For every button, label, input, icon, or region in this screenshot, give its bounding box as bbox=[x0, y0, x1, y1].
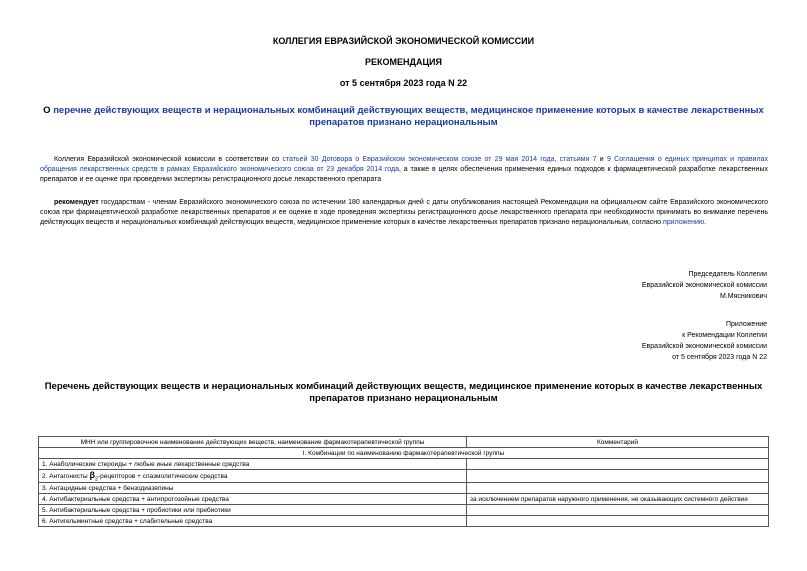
table-cell-name: 3. Антацидные средства + бензодиазепины bbox=[39, 483, 467, 494]
table-cell-comment bbox=[467, 505, 769, 516]
cell-text-post: -рецепторов + спазмолитические средства bbox=[97, 473, 228, 480]
table-cell-comment bbox=[467, 516, 769, 527]
p1-text-2: , bbox=[554, 156, 560, 163]
table-group-row bbox=[39, 448, 769, 459]
appendix-line-1: Приложение bbox=[725, 321, 767, 328]
link-appendix[interactable]: приложению bbox=[662, 219, 705, 226]
table-row bbox=[39, 459, 769, 470]
table-cell-name: 4. Антибактериальные средства + антипротозойные средства bbox=[39, 494, 467, 505]
doc-type: РЕКОМЕНДАЦИЯ bbox=[365, 57, 442, 67]
doc-subject bbox=[30, 105, 777, 129]
signature-line-1: Председатель Коллегии bbox=[688, 271, 767, 278]
p1-text-1: Коллегия Евразийской экономической комиссии в соответствии со bbox=[54, 156, 283, 163]
p2-text-2: . bbox=[704, 219, 707, 226]
doc-date: от 5 сентября 2023 года N 22 bbox=[339, 78, 468, 88]
signature-line-2: Евразийской экономической комиссии bbox=[641, 282, 767, 289]
appendix-line-2: к Рекомендации Коллегии bbox=[682, 332, 767, 339]
p1-text-3: и bbox=[596, 156, 607, 163]
table-cell-comment bbox=[467, 459, 769, 470]
substances-table bbox=[38, 436, 769, 527]
paragraph-recommendation bbox=[40, 198, 768, 228]
link-treaty-article-30[interactable]: статьей 30 Договора о Евразийском экономическом союзе от 29 мая 2014 года bbox=[282, 156, 555, 163]
p2-bold-verb: рекомендует bbox=[54, 199, 99, 206]
org-name: КОЛЛЕГИЯ ЕВРАЗИЙСКОЙ ЭКОНОМИЧЕСКОЙ КОМИССИИ bbox=[272, 36, 535, 46]
table-cell-comment bbox=[467, 470, 769, 483]
table-row bbox=[39, 516, 769, 527]
table-header-name: МНН или группировочное наименование действующих веществ, наименование фармакотерапевтической группы bbox=[39, 437, 467, 448]
p2-text-1: государствам - членам Евразийского экономического союза по истечении 180 календарных дней с даты опубликования настоящей Рекомендации на официальном сайте Евразийского экономического союза при фармацевтической разработке лекарственных препаратов и ее оценке в ходе проведения экспертизы регистрационного досье лекарственного препарата при необходимости принимать во внимание перечень действующих веществ и нерациональных комбинаций действующих веществ, медицинское применение которых в качестве лекарственных препаратов признано нерациональным, согласно bbox=[40, 199, 768, 226]
table-cell-name: 1. Анаболические стероиды + любые иные лекарственные средства bbox=[39, 459, 467, 470]
link-articles-7[interactable]: статьями 7 bbox=[559, 156, 597, 163]
table-header-comment: Комментарий bbox=[467, 437, 769, 448]
table-cell-name bbox=[39, 470, 467, 483]
beta-symbol: β bbox=[89, 470, 95, 480]
signature-line-3: М.Мясникович bbox=[720, 293, 767, 300]
list-title: Перечень действующих веществ и нерациональных комбинаций действующих веществ, медицинское применение которых в качестве лекарственных препаратов признано нерациональным bbox=[44, 381, 763, 404]
table-header-row bbox=[39, 437, 769, 448]
subject-prefix: О bbox=[43, 105, 54, 116]
subject-link[interactable]: перечне действующих веществ и нерациональных комбинаций действующих веществ, медицинское применение которых в качестве лекарственных препаратов признано нерациональным bbox=[53, 105, 764, 128]
table-row bbox=[39, 494, 769, 505]
table-row bbox=[39, 505, 769, 516]
cell-text-pre: 2. Антагонисты bbox=[42, 473, 90, 480]
table-group-label: I. Комбинации по наименованию фармакотерапевтической группы bbox=[39, 448, 769, 459]
p1-text-4: , а также в целях обеспечения применения единых подходов к фармацевтической разработке лекарственных препаратов и ее оценке при проведении экспертизы регистрационного досье лекарственного препарата bbox=[40, 166, 768, 183]
table-row bbox=[39, 483, 769, 494]
appendix-line-4: от 5 сентября 2023 года N 22 bbox=[672, 354, 767, 361]
signature-block bbox=[642, 269, 767, 302]
appendix-line-3: Евразийской экономической комиссии bbox=[641, 343, 767, 350]
table-cell-comment bbox=[467, 483, 769, 494]
table-cell-comment: за исключением препаратов наружного применения, не оказывающих системного действия bbox=[467, 494, 769, 505]
link-agreement-article-9[interactable]: 9 Соглашения о единых принципах и правилах обращения лекарственных средств в рамках Евразийского экономического союза от 23 декабря 2014 года bbox=[40, 156, 769, 173]
table-cell-name: 6. Антигельминтные средства + слабительные средства bbox=[39, 516, 467, 527]
paragraph-preamble bbox=[40, 155, 768, 185]
appendix-block bbox=[642, 319, 767, 363]
table-row bbox=[39, 470, 769, 483]
beta-subscript: 2 bbox=[94, 476, 98, 483]
table-cell-name: 5. Антибактериальные средства + пробиотики или пребиотики bbox=[39, 505, 467, 516]
